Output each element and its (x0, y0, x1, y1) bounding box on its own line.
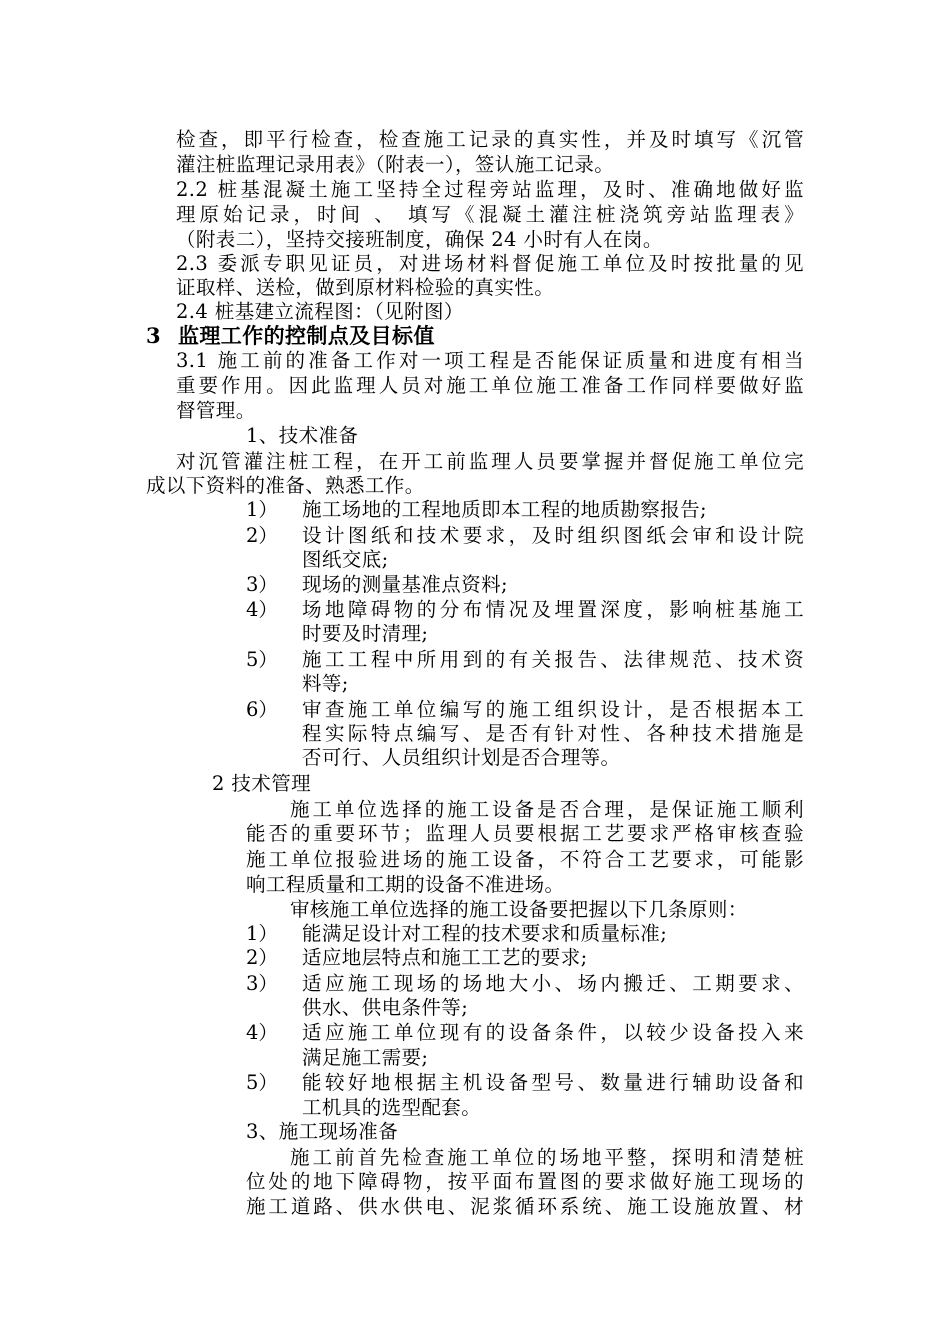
text-line: 理原始记录，时间 、 填写《混凝土灌注桩浇筑旁站监理表》 (176, 203, 804, 226)
list-item-text: 施工场地的工程地质即本工程的地质勘察报告; (302, 498, 707, 521)
text-line: 2.3 委派专职见证员，对进场材料督促施工单位及时按批量的见 (176, 252, 804, 275)
text-line: 响工程质量和工期的设备不准进场。 (246, 873, 565, 896)
text-line: 施工单位报验进场的施工设备，不符合工艺要求，可能影 (246, 848, 804, 871)
list-item-text: 时要及时清理; (302, 622, 429, 645)
text-line: 3.1 施工前的准备工作对一项工程是否能保证质量和进度有相当 (176, 349, 804, 372)
paragraph-2-4: 2.4 桩基建立流程图：（见附图） (176, 300, 464, 323)
section-3-number: 3 (146, 323, 162, 348)
text-line: 能否的重要环节；监理人员要根据工艺要求严格审核查验 (246, 822, 804, 845)
list-number: 5） (246, 1071, 278, 1094)
list-number: 6） (246, 698, 278, 721)
list-item-text: 适应地层特点和施工工艺的要求; (302, 946, 588, 969)
list-item-text: 现场的测量基准点资料; (302, 573, 508, 596)
text-line: 施工道路、供水供电、泥浆循环系统、施工设施放置、材 (246, 1195, 804, 1218)
list-number: 1） (246, 498, 278, 521)
list-item-text: 满足施工需要; (302, 1046, 429, 1069)
text-line: （附表二），坚持交接班制度，确保 24 小时有人在岗。 (176, 228, 663, 251)
list-item-text: 适应施工单位现有的设备条件，以较少设备投入来 (302, 1021, 804, 1044)
list-item-text: 能较好地根据主机设备型号、数量进行辅助设备和 (302, 1071, 804, 1094)
list-number: 5） (246, 648, 278, 671)
list-item-text: 否可行、人员组织计划是否合理等。 (302, 746, 621, 769)
section-3-title: 监理工作的控制点及目标值 (178, 323, 435, 348)
list-number: 4） (246, 1021, 278, 1044)
text-line: 灌注桩监理记录用表》（附表一），签认施工记录。 (176, 153, 615, 176)
list-item-text: 料等; (302, 672, 349, 695)
subsection-3-heading: 3、施工现场准备 (246, 1120, 399, 1143)
text-line: 证取样、送检，做到原材料检验的真实性。 (176, 276, 555, 299)
list-number: 3） (246, 972, 278, 995)
subsection-2-heading: 2 技术管理 (212, 772, 312, 795)
text-line: 施工前首先检查施工单位的场地平整，探明和清楚桩 (290, 1146, 804, 1169)
list-item-text: 适应施工现场的场地大小、场内搬迁、工期要求、 (302, 972, 804, 995)
text-line: 施工单位选择的施工设备是否合理，是保证施工顺利 (290, 798, 804, 821)
text-line: 检查，即平行检查，检查施工记录的真实性，并及时填写《沉管 (176, 128, 804, 151)
text-line: 对沉管灌注桩工程，在开工前监理人员要掌握并督促施工单位完 (176, 450, 804, 473)
list-item-text: 施工工程中所用到的有关报告、法律规范、技术资 (302, 648, 804, 671)
list-item-text: 能满足设计对工程的技术要求和质量标准; (302, 922, 668, 945)
list-number: 4） (246, 598, 278, 621)
list-item-text: 场地障碍物的分布情况及埋置深度，影响桩基施工 (302, 598, 804, 621)
list-item-text: 设计图纸和技术要求，及时组织图纸会审和设计院 (302, 524, 804, 547)
subsection-1-heading: 1、技术准备 (246, 424, 359, 447)
list-item-text: 供水、供电条件等; (302, 996, 469, 1019)
list-item-text: 图纸交底; (302, 548, 389, 571)
text-line: 成以下资料的准备、熟悉工作。 (146, 474, 425, 497)
text-line: 位处的地下障碍物，按平面布置图的要求做好施工现场的 (246, 1170, 804, 1193)
text-line: 重要作用。因此监理人员对施工单位施工准备工作同样要做好监 (176, 374, 804, 397)
text-line: 2.2 桩基混凝土施工坚持全过程旁站监理，及时、准确地做好监 (176, 178, 804, 201)
list-number: 2） (246, 946, 278, 969)
text-line: 督管理。 (176, 399, 256, 422)
list-item-text: 工机具的选型配套。 (302, 1096, 482, 1119)
principles-intro: 审核施工单位选择的施工设备要把握以下几条原则： (290, 898, 748, 921)
list-number: 2） (246, 524, 278, 547)
list-item-text: 程实际特点编写、是否有针对性、各种技术措施是 (302, 722, 804, 745)
list-item-text: 审查施工单位编写的施工组织设计，是否根据本工 (302, 698, 804, 721)
list-number: 1） (246, 922, 278, 945)
list-number: 3） (246, 573, 278, 596)
